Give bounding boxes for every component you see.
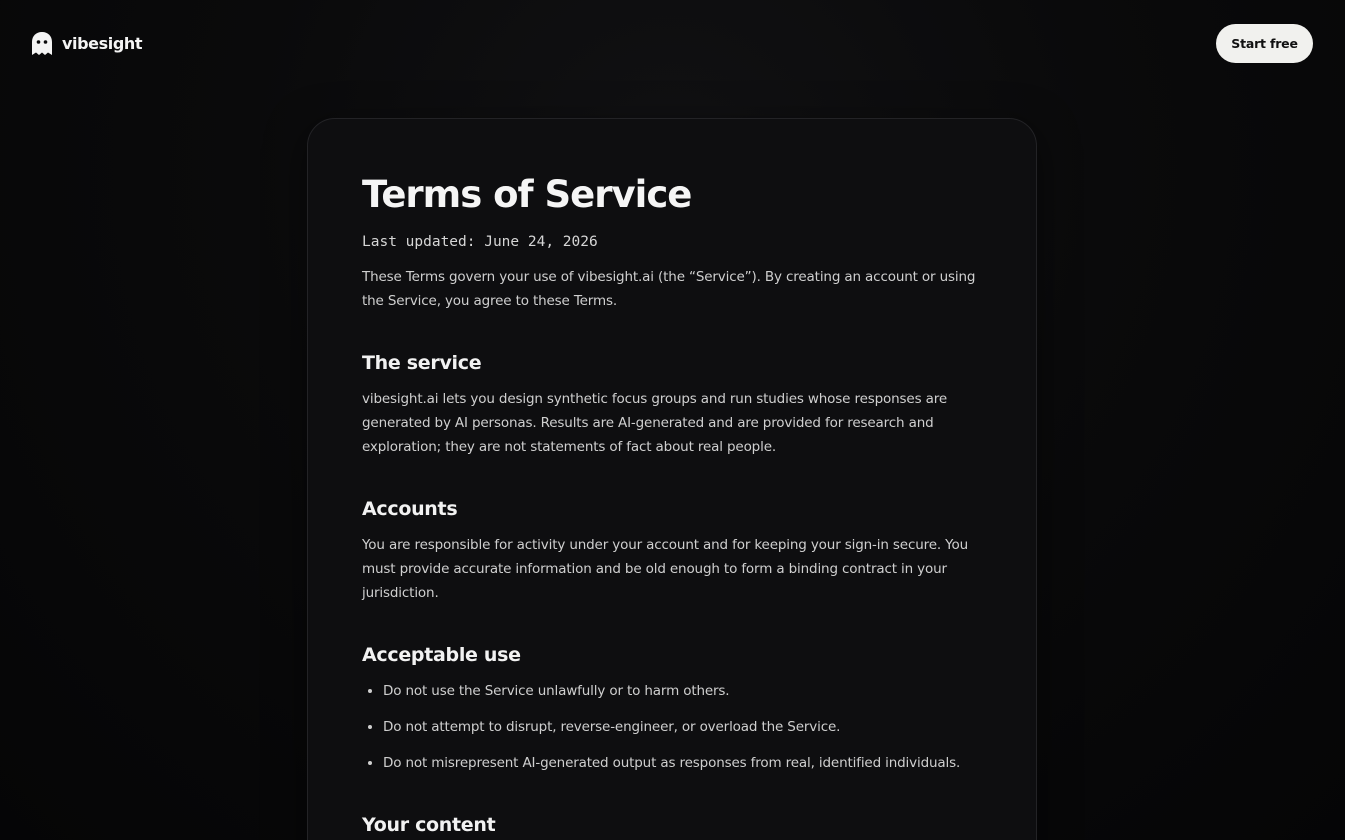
section-heading-the-service: The service [362,352,482,374]
acceptable-use-list [362,679,962,775]
ghost-icon [31,31,53,56]
bullet-dot [368,725,372,729]
list-item-text: Do not misrepresent AI-generated output as responses from real, identified individuals. [383,755,961,771]
bullet-dot [368,761,372,765]
brand-name: vibesight [62,34,143,53]
section-heading-acceptable-use: Acceptable use [362,644,521,666]
brand-home-link[interactable] [31,31,142,56]
list-item [362,679,962,703]
terms-card [307,118,1037,840]
section-heading-accounts: Accounts [362,498,458,520]
section-body-the-service: vibesight.ai lets you design synthetic focus groups and run studies whose responses are generated by AI personas. Results are AI-generated and are provided for research and exploration; they are not statements of fact about real people. [362,391,947,455]
list-item-text: Do not use the Service unlawfully or to harm others. [383,683,730,699]
page-title: Terms of Service [362,173,692,216]
section-body-accounts: You are responsible for activity under your account and for keeping your sign-in secure. You must provide accurate information and be old enough to form a binding contract in your jurisdiction. [362,537,969,601]
bullet-dot [368,689,372,693]
intro-paragraph: These Terms govern your use of vibesight.ai (the “Service”). By creating an account or using the Service, you agree to these Terms. [362,269,976,309]
start-free-button[interactable]: Start free [1216,24,1313,63]
last-updated-date: Last updated: June 24, 2026 [362,234,598,250]
section-heading-your-content: Your content [362,814,496,836]
list-item [362,715,962,739]
top-nav [0,0,1345,88]
list-item-text: Do not attempt to disrupt, reverse-engineer, or overload the Service. [383,719,841,735]
list-item [362,751,962,775]
